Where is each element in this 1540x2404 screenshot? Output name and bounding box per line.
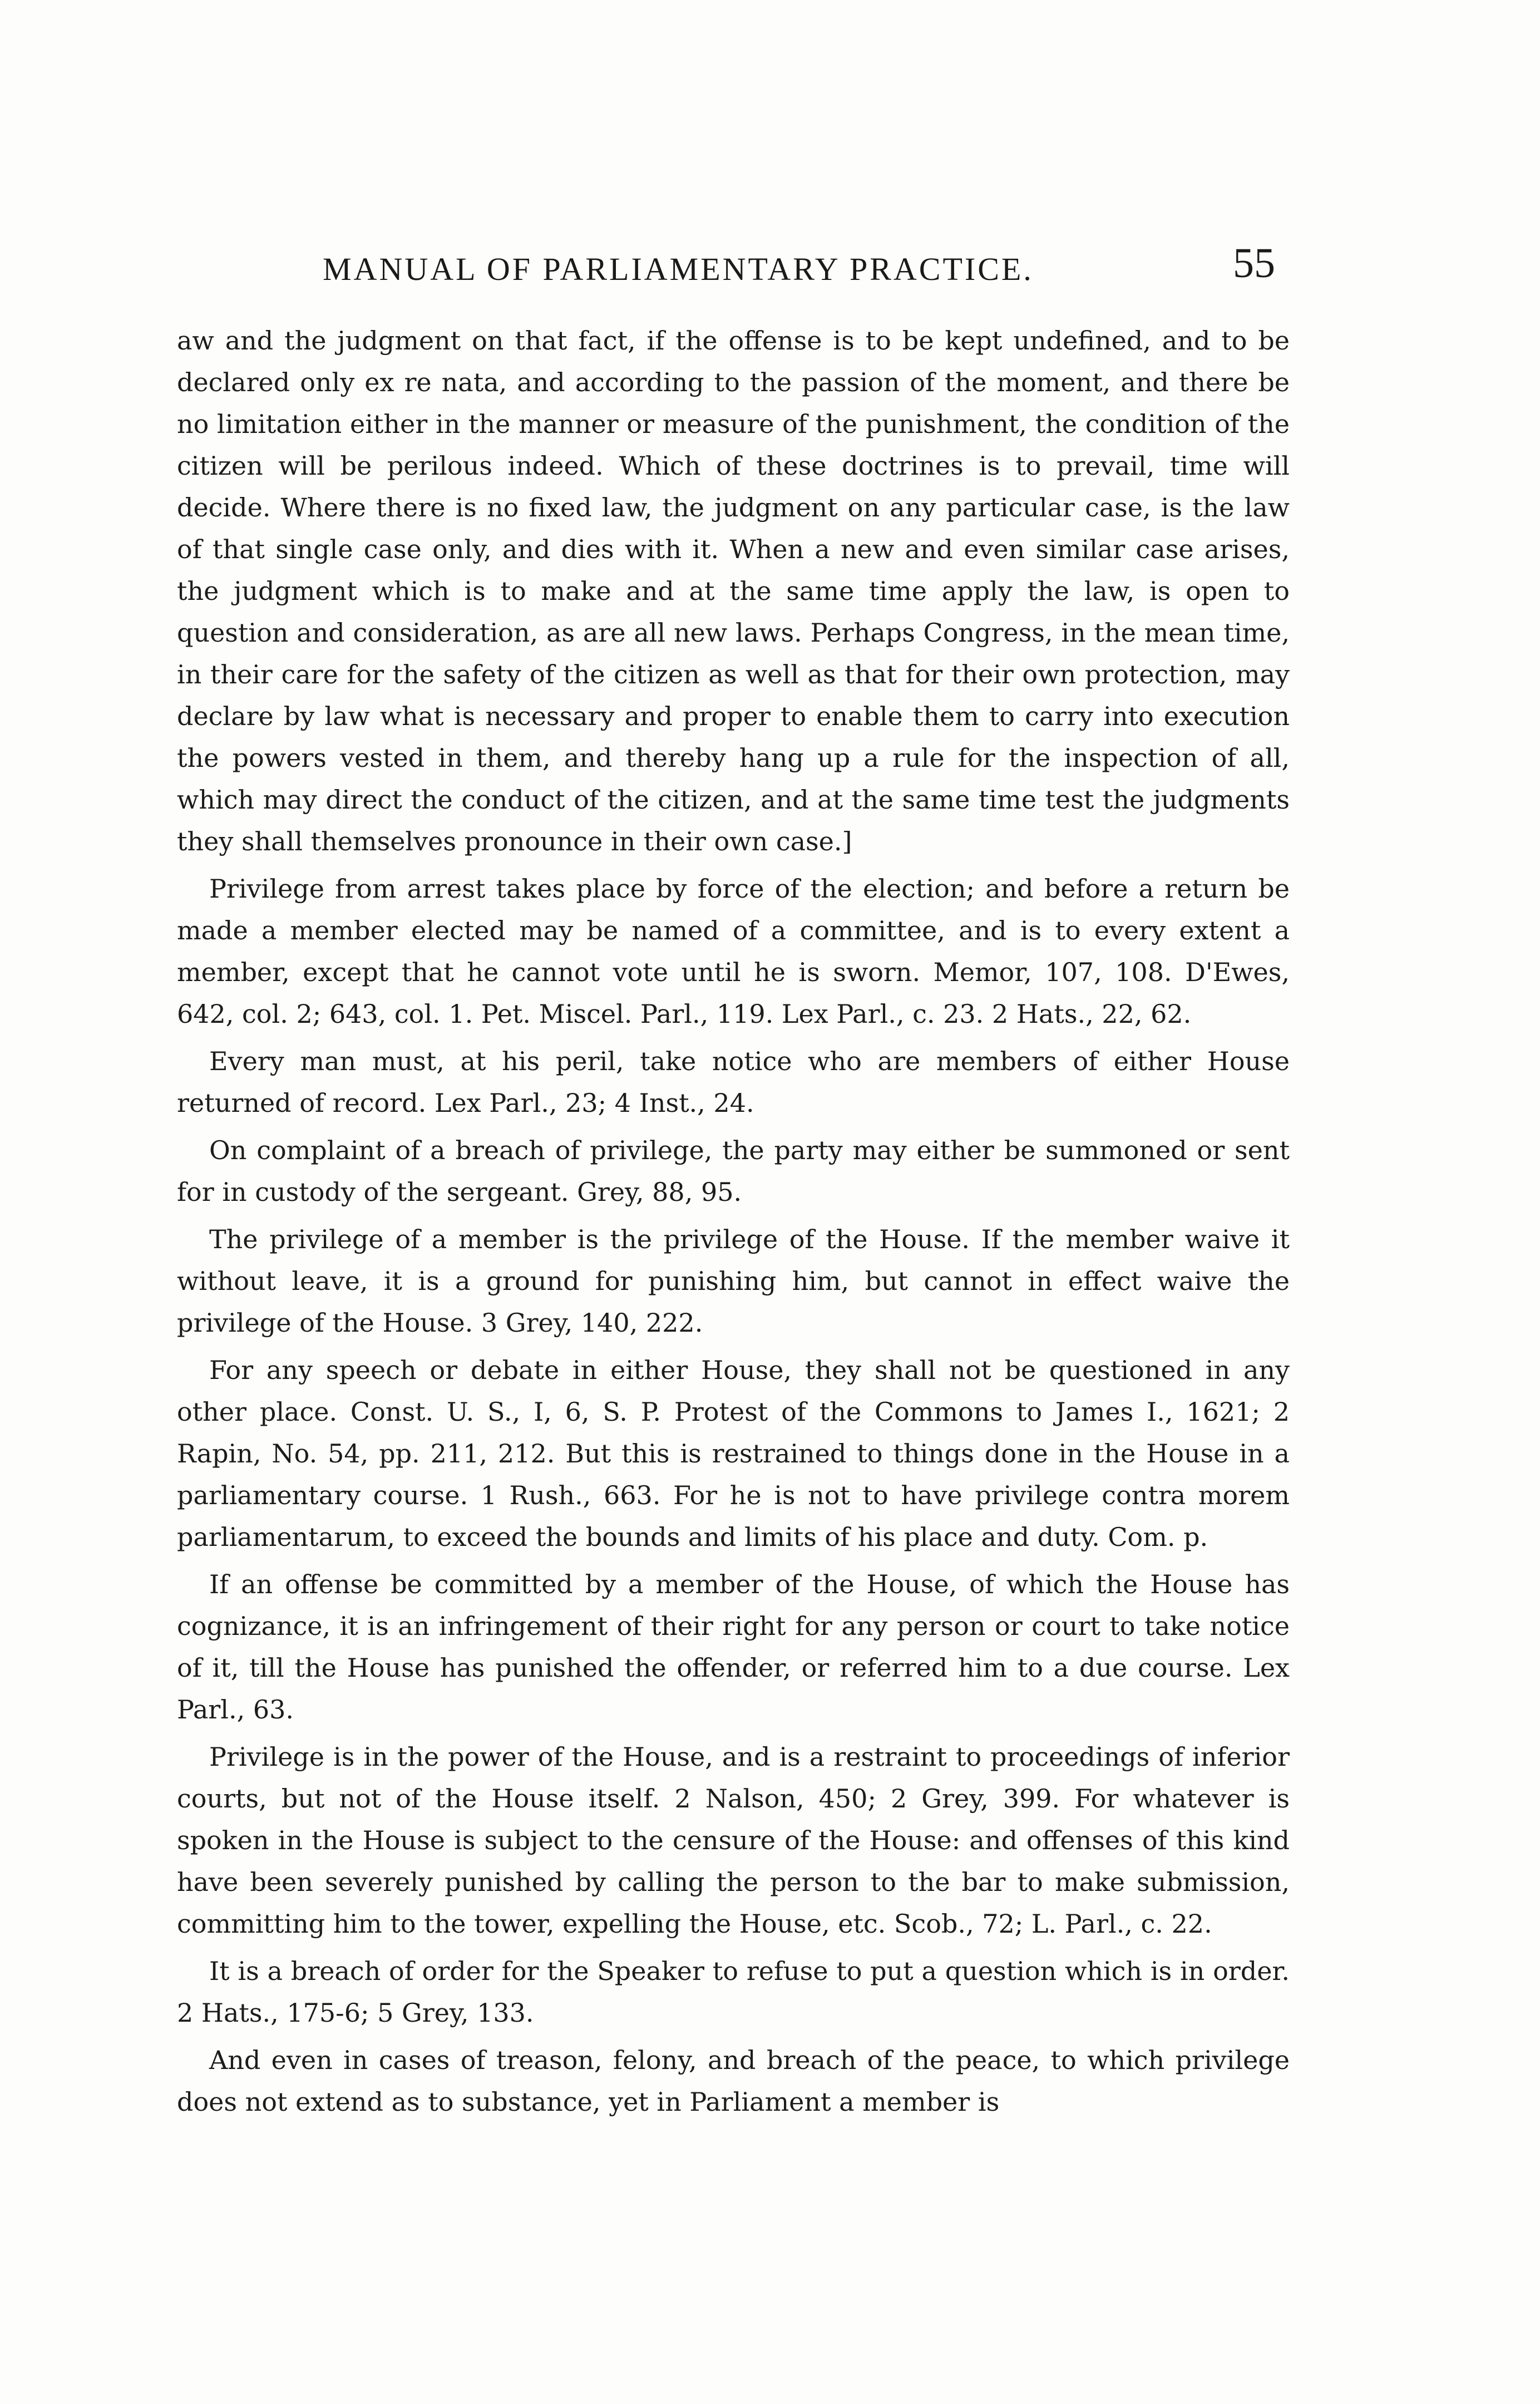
running-head <box>184 240 1291 306</box>
paragraph-privilege-from-arrest: Privilege from arrest takes place by force of the election; and before a return be made a member elected may be named of a committee, and is to every extent a member, except that he cannot vote until he is sworn. Memor, 107, 108. D'Ewes, 642, col. 2; 643, col. 1. Pet. Miscel. Parl., 119. Lex Parl., c. 23. 2 Hats., 22, 62. <box>177 874 1290 1029</box>
page-number: 55 <box>1233 240 1275 287</box>
paragraph-continuation: aw and the judgment on that fact, if the offense is to be kept undefined, and to be declared only ex re nata, and according to the passion of the moment, and there be no limitation either in the manner or measure of the punishment, the condition of the citizen will be perilous indeed. Which of these doctrines is to prevail, time will decide. Where there is no fixed law, the judgment on any particular case, is the law of that single case only, and dies with it. When a new and even similar case arises, the judgment which is to make and at the same time apply the law, is open to question and consideration, as are all new laws. Perhaps Congress, in the mean time, in their care for the safety of the citizen as well as that for their own protection, may declare by law what is necessary and proper to enable them to carry into execution the powers vested in them, and thereby hang up a rule for the inspection of all, which may direct the conduct of the citizen, and at the same time test the judgments they shall themselves pronounce in their own case.] <box>177 326 1290 856</box>
paragraph-offense-by-member: If an offense be committed by a member of the House, of which the House has cognizance, it is an infringement of their right for any person or court to take notice of it, till the House has punished the offender, or referred him to a due course. Lex Parl., 63. <box>177 1569 1290 1725</box>
paragraph-breach-of-order: It is a breach of order for the Speaker to refuse to put a question which is in order. 2 Hats., 175-6; 5 Grey, 133. <box>177 1956 1290 2028</box>
paragraph-privilege-of-house: The privilege of a member is the privilege of the House. If the member waive it without leave, it is a ground for punishing him, but cannot in effect waive the privilege of the House. 3 Grey, 140, 222. <box>177 1224 1290 1338</box>
paragraph-notice-of-members: Every man must, at his peril, take notice who are members of either House returned of record. Lex Parl., 23; 4 Inst., 24. <box>177 1046 1290 1118</box>
paragraph-treason-felony: And even in cases of treason, felony, and breach of the peace, to which privilege does not extend as to substance, yet in Parliament a member is <box>177 2045 1290 2117</box>
paragraph-power-of-house: Privilege is in the power of the House, and is a restraint to proceedings of inferior courts, but not of the House itself. 2 Nalson, 450; 2 Grey, 399. For whatever is spoken in the House is subject to the censure of the House: and offenses of this kind have been severely punished by calling the person to the bar to make submission, committing him to the tower, expelling the House, etc. Scob., 72; L. Parl., c. 22. <box>177 1742 1290 1939</box>
paragraph-speech-or-debate: For any speech or debate in either House, they shall not be questioned in any other place. Const. U. S., I, 6, S. P. Protest of the Commons to James I., 1621; 2 Rapin, No. 54, pp. 211, 212. But this is restrained to things done in the House in a parliamentary course. 1 Rush., 663. For he is not to have privilege contra morem parliamentarum, to exceed the bounds and limits of his place and duty. Com. p. <box>177 1355 1290 1552</box>
running-title: MANUAL OF PARLIAMENTARY PRACTICE. <box>323 251 1034 287</box>
body-text <box>177 320 1290 2129</box>
paragraph-complaint-of-breach: On complaint of a breach of privilege, the party may either be summoned or sent for in custody of the sergeant. Grey, 88, 95. <box>177 1135 1290 1207</box>
